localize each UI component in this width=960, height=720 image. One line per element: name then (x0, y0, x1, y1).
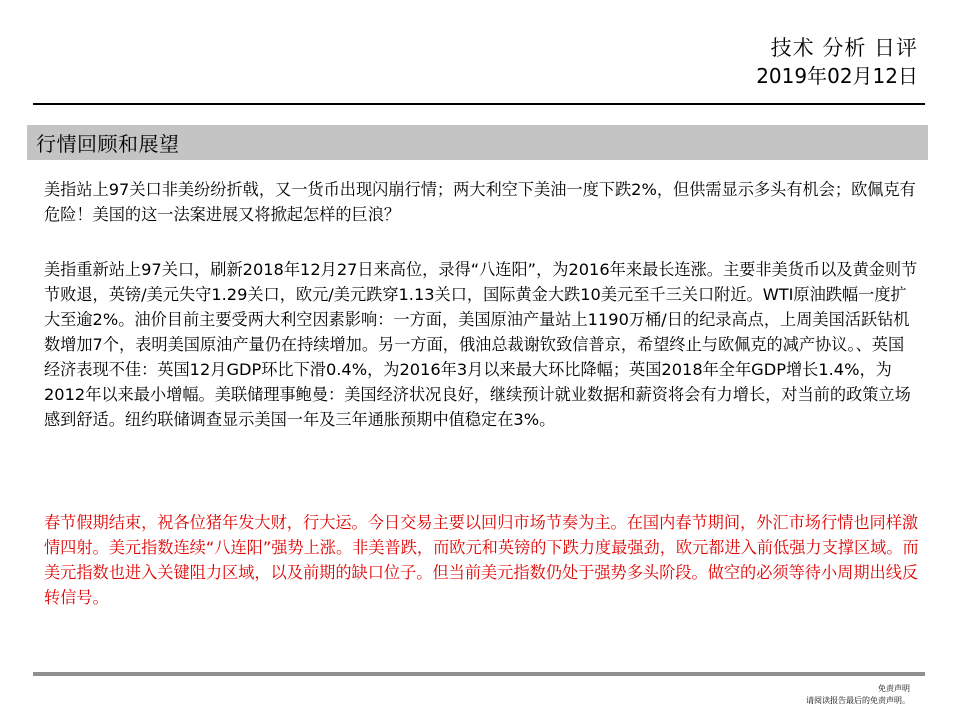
report-date: 2019年02月12日 (756, 64, 918, 88)
disclaimer (806, 683, 910, 707)
header-divider (33, 103, 925, 105)
section-header (27, 125, 928, 160)
report-title: 技术 分析 日评 (770, 36, 918, 60)
outlook-paragraph: 春节假期结束，祝各位猪年发大财，行大运。今日交易主要以回归市场节奏为主。在国内春节期间，外汇市场行情也同样激情四射。美元指数连续“八连阳”强势上涨。非美普跌，而欧元和英镑的下跌力度最强劲，欧元都进入前低强力支撑区域。而美元指数也进入关键阻力区域，以及前期的缺口位子。但当前美元指数仍处于强势多头阶段。做空的必须等待小周期出线反转信号。 (44, 513, 919, 607)
section-title: 行情回顾和展望 (36, 132, 180, 156)
disclaimer-note: 请阅读报告最后的免责声明。 (806, 696, 910, 705)
market-review-paragraph: 美指重新站上97关口，刷新2018年12月27日来高位，录得“八连阳”，为2016年来最长连涨。主要非美货币以及黄金则节节败退，英镑/美元失守1.29关口，欧元/美元跌穿1.13关口，国际黄金大跌10美元至千三关口附近。WTI原油跌幅一度扩大至逾2%。油价目前主要受两大利空因素影响：一方面，美国原油产量站上1190万桶/日的纪录高点，上周美国活跃钻机数增加7个，表明美国原油产量仍在持续增加。另一方面，俄油总裁谢钦致信普京，希望终止与欧佩克的减产协议。、英国经济表现不佳：英国12月GDP环比下滑0.4%，为2016年3月以来最大环比降幅；英国2018年全年GDP增长1.4%，为2012年以来最小增幅。美联储理事鲍曼：美国经济状况良好，继续预计就业数据和薪资将会有力增长，对当前的政策立场感到舒适。纽约联储调查显示美国一年及三年通胀预期中值稳定在3%。 (44, 260, 918, 429)
footer-divider (33, 672, 925, 676)
disclaimer-title: 免责声明 (878, 684, 910, 693)
intro-paragraph: 美指站上97关口非美纷纷折戟，又一货币出现闪崩行情；两大利空下美油一度下跌2%，但供需显示多头有机会；欧佩克有危险！美国的这一法案进展又将掀起怎样的巨浪？ (44, 180, 916, 224)
report-header (756, 34, 918, 90)
